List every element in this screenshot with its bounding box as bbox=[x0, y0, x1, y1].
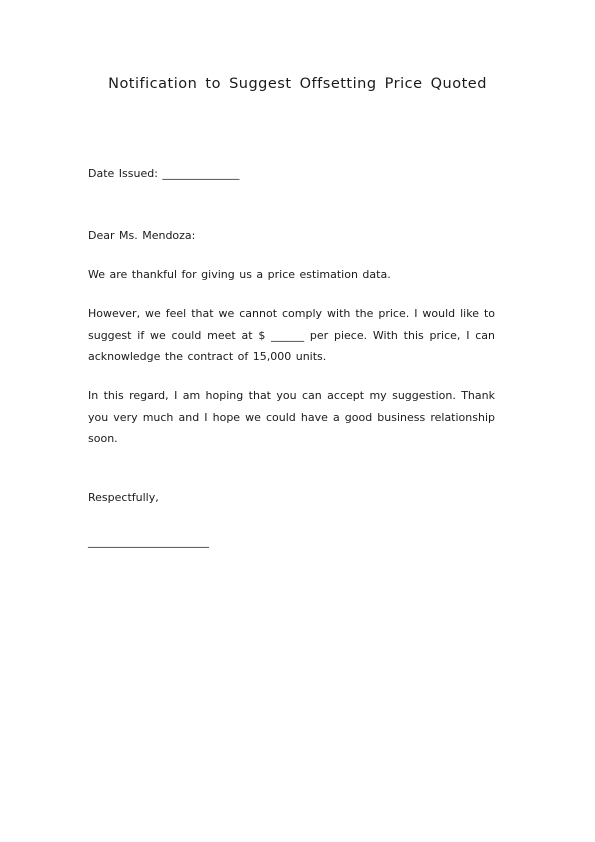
paragraph-thanks: We are thankful for giving us a price estimation data. bbox=[88, 268, 391, 281]
document-title: Notification to Suggest Offsetting Price Quoted bbox=[108, 76, 487, 92]
signature-line: ______________________ bbox=[88, 535, 209, 548]
closing-salutation: Respectfully, bbox=[88, 491, 159, 504]
date-issued-line: Date Issued: ______________ bbox=[88, 167, 240, 180]
salutation: Dear Ms. Mendoza: bbox=[88, 229, 196, 242]
paragraph-closing-request: In this regard, I am hoping that you can accept my suggestion. Thank you very much and I hope we could have a good business relationship soon. bbox=[88, 389, 495, 445]
paragraph-price-suggestion: However, we feel that we cannot comply with the price. I would like to suggest if we could meet at $ ______ per piece. With this price, I can acknowledge the contract of 15,000 units. bbox=[88, 307, 495, 363]
